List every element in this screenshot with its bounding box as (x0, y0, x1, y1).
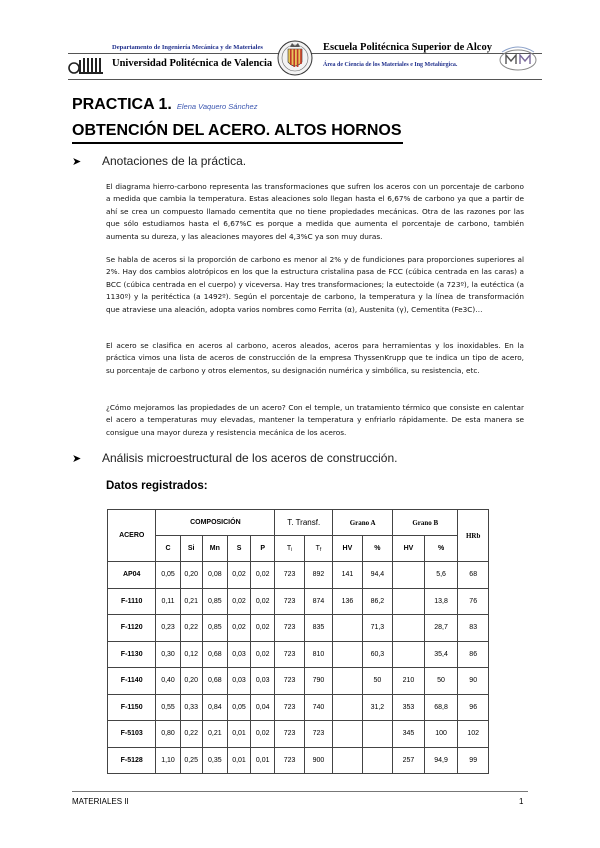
cell (393, 562, 425, 589)
cell: 0,04 (251, 694, 275, 721)
cell: 0,68 (202, 641, 227, 668)
cell-steel: F-1110 (108, 588, 156, 615)
cell: 0,01 (227, 747, 250, 774)
cell: 100 (424, 721, 458, 748)
cell: 723 (275, 694, 304, 721)
cell: 1,10 (156, 747, 180, 774)
cell: 68 (458, 562, 489, 589)
cell: 35,4 (424, 641, 458, 668)
col-tf-label: T (315, 544, 320, 552)
cell: 83 (458, 615, 489, 642)
cell: 141 (333, 562, 362, 589)
school-name: Escuela Politécnica Superior de Alcoy (323, 42, 492, 53)
practice-title (72, 96, 257, 114)
section-microstructure-heading: Análisis microestructural de los aceros de construcción. (102, 451, 398, 465)
cell: 892 (304, 562, 332, 589)
cell: 0,21 (180, 588, 202, 615)
cell: 0,02 (251, 641, 275, 668)
footer-page-number: 1 (519, 797, 524, 806)
table-row (108, 747, 489, 774)
cell: 0,40 (156, 668, 180, 695)
cell: 0,22 (180, 615, 202, 642)
table-row (108, 562, 489, 589)
section-annotations-heading: Anotaciones de la práctica. (102, 154, 247, 168)
cell: 723 (275, 562, 304, 589)
cell: 353 (393, 694, 425, 721)
col-tf (304, 536, 332, 562)
cell: 28,7 (424, 615, 458, 642)
cell: 76 (458, 588, 489, 615)
paragraph-3: El acero se clasifica en aceros al carbono, aceros aleados, aceros para herramientas y los inoxidables. En la práctica vimos una lista de aceros de construcción de la empresa ThyssenKrupp que te indica un tipo de acero, su porcentaje de carbono y otros elementos, su designación numérica y simbólica, su resistencia, etc. (106, 341, 524, 375)
table-row (108, 668, 489, 695)
col-pct-a: % (362, 536, 393, 562)
cell: 0,03 (227, 668, 250, 695)
arrow-bullet-icon: ➤ (72, 155, 82, 168)
cell (333, 641, 362, 668)
header-rule-bottom (68, 79, 542, 80)
col-ti-label: T (286, 544, 292, 552)
paragraph-1: El diagrama hierro-carbono representa las transformaciones que sufren los aceros con un porcentaje de carbono a medida que cambia la temperatura. Estas aleaciones solo llegan hasta el 6,67% de carbono ya que a partir de ahí se crea un compuesto llamado cementita que no tiene propiedades mecánicas. Otra de las razones por las que sólo estudiamos hasta el 6,67%C es porque a medida que aumenta el porcentaje de carbono, también aumenta su dureza, y las aleaciones mayores del 4,3%C ya son muy duras. (106, 182, 524, 241)
cell: 874 (304, 588, 332, 615)
paragraph-2: Se habla de aceros si la proporción de carbono es menor al 2% y de fundiciones para proporciones superiores al 2%. Hay dos cambios alotrópicos en los que la estructura cristalina pasa de FCC (cúbica centrada en las caras) a BCC (cúbica centrada en el cuerpo) y viceversa. Hay tres transformaciones; la eutectoide (a 723º), la eutéctica (a 1130º) y la peritéctica (a 1492º). Según el porcentaje de carbono, la temperatura y la línea de transformación que atraviese una aleación, adopta varios nombres como Ferrita (α), Austenita (γ), Cementita (Fe3C)… (106, 255, 524, 314)
arrow-bullet-icon: ➤ (72, 452, 82, 465)
cell: 723 (275, 747, 304, 774)
cell (333, 721, 362, 748)
page-header (68, 38, 542, 80)
cell: 0,21 (202, 721, 227, 748)
cell: 86,2 (362, 588, 393, 615)
area-name: Área de Ciencia de los Materiales e Ing Metalúrgica. (323, 62, 458, 68)
table-row (108, 694, 489, 721)
cell (362, 721, 393, 748)
cell (333, 747, 362, 774)
steel-data-table (107, 509, 489, 774)
materials-area-logo-icon (498, 44, 538, 72)
cell: 210 (393, 668, 425, 695)
cell: 723 (275, 588, 304, 615)
cell: 0,02 (227, 588, 250, 615)
cell-steel: F-1150 (108, 694, 156, 721)
cell: 0,08 (202, 562, 227, 589)
cell (393, 588, 425, 615)
col-c: C (156, 536, 180, 562)
cell: 0,02 (227, 562, 250, 589)
cell: 723 (275, 641, 304, 668)
cell: 96 (458, 694, 489, 721)
cell: 810 (304, 641, 332, 668)
cell-steel: F-1130 (108, 641, 156, 668)
header-hrb: HRb (458, 510, 489, 562)
section-microstructure (72, 451, 397, 465)
col-hv-a: HV (333, 536, 362, 562)
cell: 723 (275, 668, 304, 695)
cell: 50 (362, 668, 393, 695)
cell: 86 (458, 641, 489, 668)
department-name: Departamento de Ingeniería Mecánica y de Materiales (112, 44, 263, 51)
cell: 13,8 (424, 588, 458, 615)
cell: 0,30 (156, 641, 180, 668)
cell: 723 (275, 721, 304, 748)
cell (333, 694, 362, 721)
cell: 900 (304, 747, 332, 774)
col-si: Si (180, 536, 202, 562)
cell: 835 (304, 615, 332, 642)
footer-rule (72, 791, 528, 792)
cell: 0,03 (227, 641, 250, 668)
cell: 723 (275, 615, 304, 642)
header-composicion: COMPOSICIÓN (156, 510, 275, 536)
upv-logo-icon (68, 54, 108, 78)
col-hv-b: HV (393, 536, 425, 562)
table-header-row-columns (108, 536, 489, 562)
header-acero: ACERO (108, 510, 156, 562)
col-ti (275, 536, 304, 562)
table-row (108, 588, 489, 615)
cell (333, 668, 362, 695)
title-underline (72, 142, 403, 144)
practice-label: PRACTICA 1. (72, 96, 172, 113)
footer-course: MATERIALES II (72, 797, 129, 806)
author-name: Elena Vaquero Sánchez (176, 102, 258, 111)
cell: 0,85 (202, 588, 227, 615)
section-annotations (72, 154, 246, 168)
main-title: OBTENCIÓN DEL ACERO. ALTOS HORNOS (72, 122, 402, 139)
cell-steel: AP04 (108, 562, 156, 589)
col-mn: Mn (202, 536, 227, 562)
cell: 90 (458, 668, 489, 695)
col-tf-sub: f (319, 546, 322, 553)
cell: 31,2 (362, 694, 393, 721)
cell: 0,05 (227, 694, 250, 721)
cell-steel: F-5103 (108, 721, 156, 748)
cell: 0,01 (251, 747, 275, 774)
header-grano-a: Grano A (333, 510, 393, 536)
cell (393, 641, 425, 668)
cell: 60,3 (362, 641, 393, 668)
cell: 257 (393, 747, 425, 774)
data-subheading: Datos registrados: (106, 480, 208, 492)
cell: 50 (424, 668, 458, 695)
header-t-transf: T. Transf. (275, 510, 333, 536)
cell: 0,20 (180, 668, 202, 695)
cell: 68,8 (424, 694, 458, 721)
cell: 136 (333, 588, 362, 615)
cell: 71,3 (362, 615, 393, 642)
cell: 0,22 (180, 721, 202, 748)
cell (333, 615, 362, 642)
cell: 790 (304, 668, 332, 695)
cell: 723 (304, 721, 332, 748)
table-row (108, 641, 489, 668)
cell: 99 (458, 747, 489, 774)
cell: 0,33 (180, 694, 202, 721)
table-row (108, 721, 489, 748)
university-crest-icon (276, 38, 314, 78)
cell: 0,12 (180, 641, 202, 668)
cell: 740 (304, 694, 332, 721)
university-name: Universidad Politécnica de Valencia (112, 58, 273, 69)
cell: 94,9 (424, 747, 458, 774)
cell: 0,85 (202, 615, 227, 642)
col-p: P (251, 536, 275, 562)
cell: 0,02 (227, 615, 250, 642)
cell-steel: F-1140 (108, 668, 156, 695)
cell: 0,25 (180, 747, 202, 774)
cell: 94,4 (362, 562, 393, 589)
cell: 0,02 (251, 721, 275, 748)
cell: 0,02 (251, 562, 275, 589)
cell: 0,35 (202, 747, 227, 774)
cell: 0,11 (156, 588, 180, 615)
cell: 0,02 (251, 588, 275, 615)
table-row (108, 615, 489, 642)
cell: 0,01 (227, 721, 250, 748)
col-s: S (227, 536, 250, 562)
cell: 0,55 (156, 694, 180, 721)
cell-steel: F-5128 (108, 747, 156, 774)
col-pct-b: % (424, 536, 458, 562)
cell (393, 615, 425, 642)
cell-steel: F-1120 (108, 615, 156, 642)
cell: 0,84 (202, 694, 227, 721)
cell: 0,68 (202, 668, 227, 695)
cell: 0,03 (251, 668, 275, 695)
cell (362, 747, 393, 774)
table-header-row-groups (108, 510, 489, 536)
cell: 345 (393, 721, 425, 748)
paragraph-4: ¿Cómo mejoramos las propiedades de un acero? Con el temple, un tratamiento térmico que consiste en calentar el acero a temperaturas muy elevadas, mantener la temperatura y enfriarlo rápidamente. De esta manera se consigue una mayor dureza y resistencia mecánica de los aceros. (106, 403, 524, 437)
cell: 0,05 (156, 562, 180, 589)
cell: 0,23 (156, 615, 180, 642)
cell: 0,80 (156, 721, 180, 748)
col-ti-sub: i (291, 546, 293, 553)
cell: 5,6 (424, 562, 458, 589)
cell: 102 (458, 721, 489, 748)
cell: 0,02 (251, 615, 275, 642)
header-grano-b: Grano B (393, 510, 458, 536)
cell: 0,20 (180, 562, 202, 589)
